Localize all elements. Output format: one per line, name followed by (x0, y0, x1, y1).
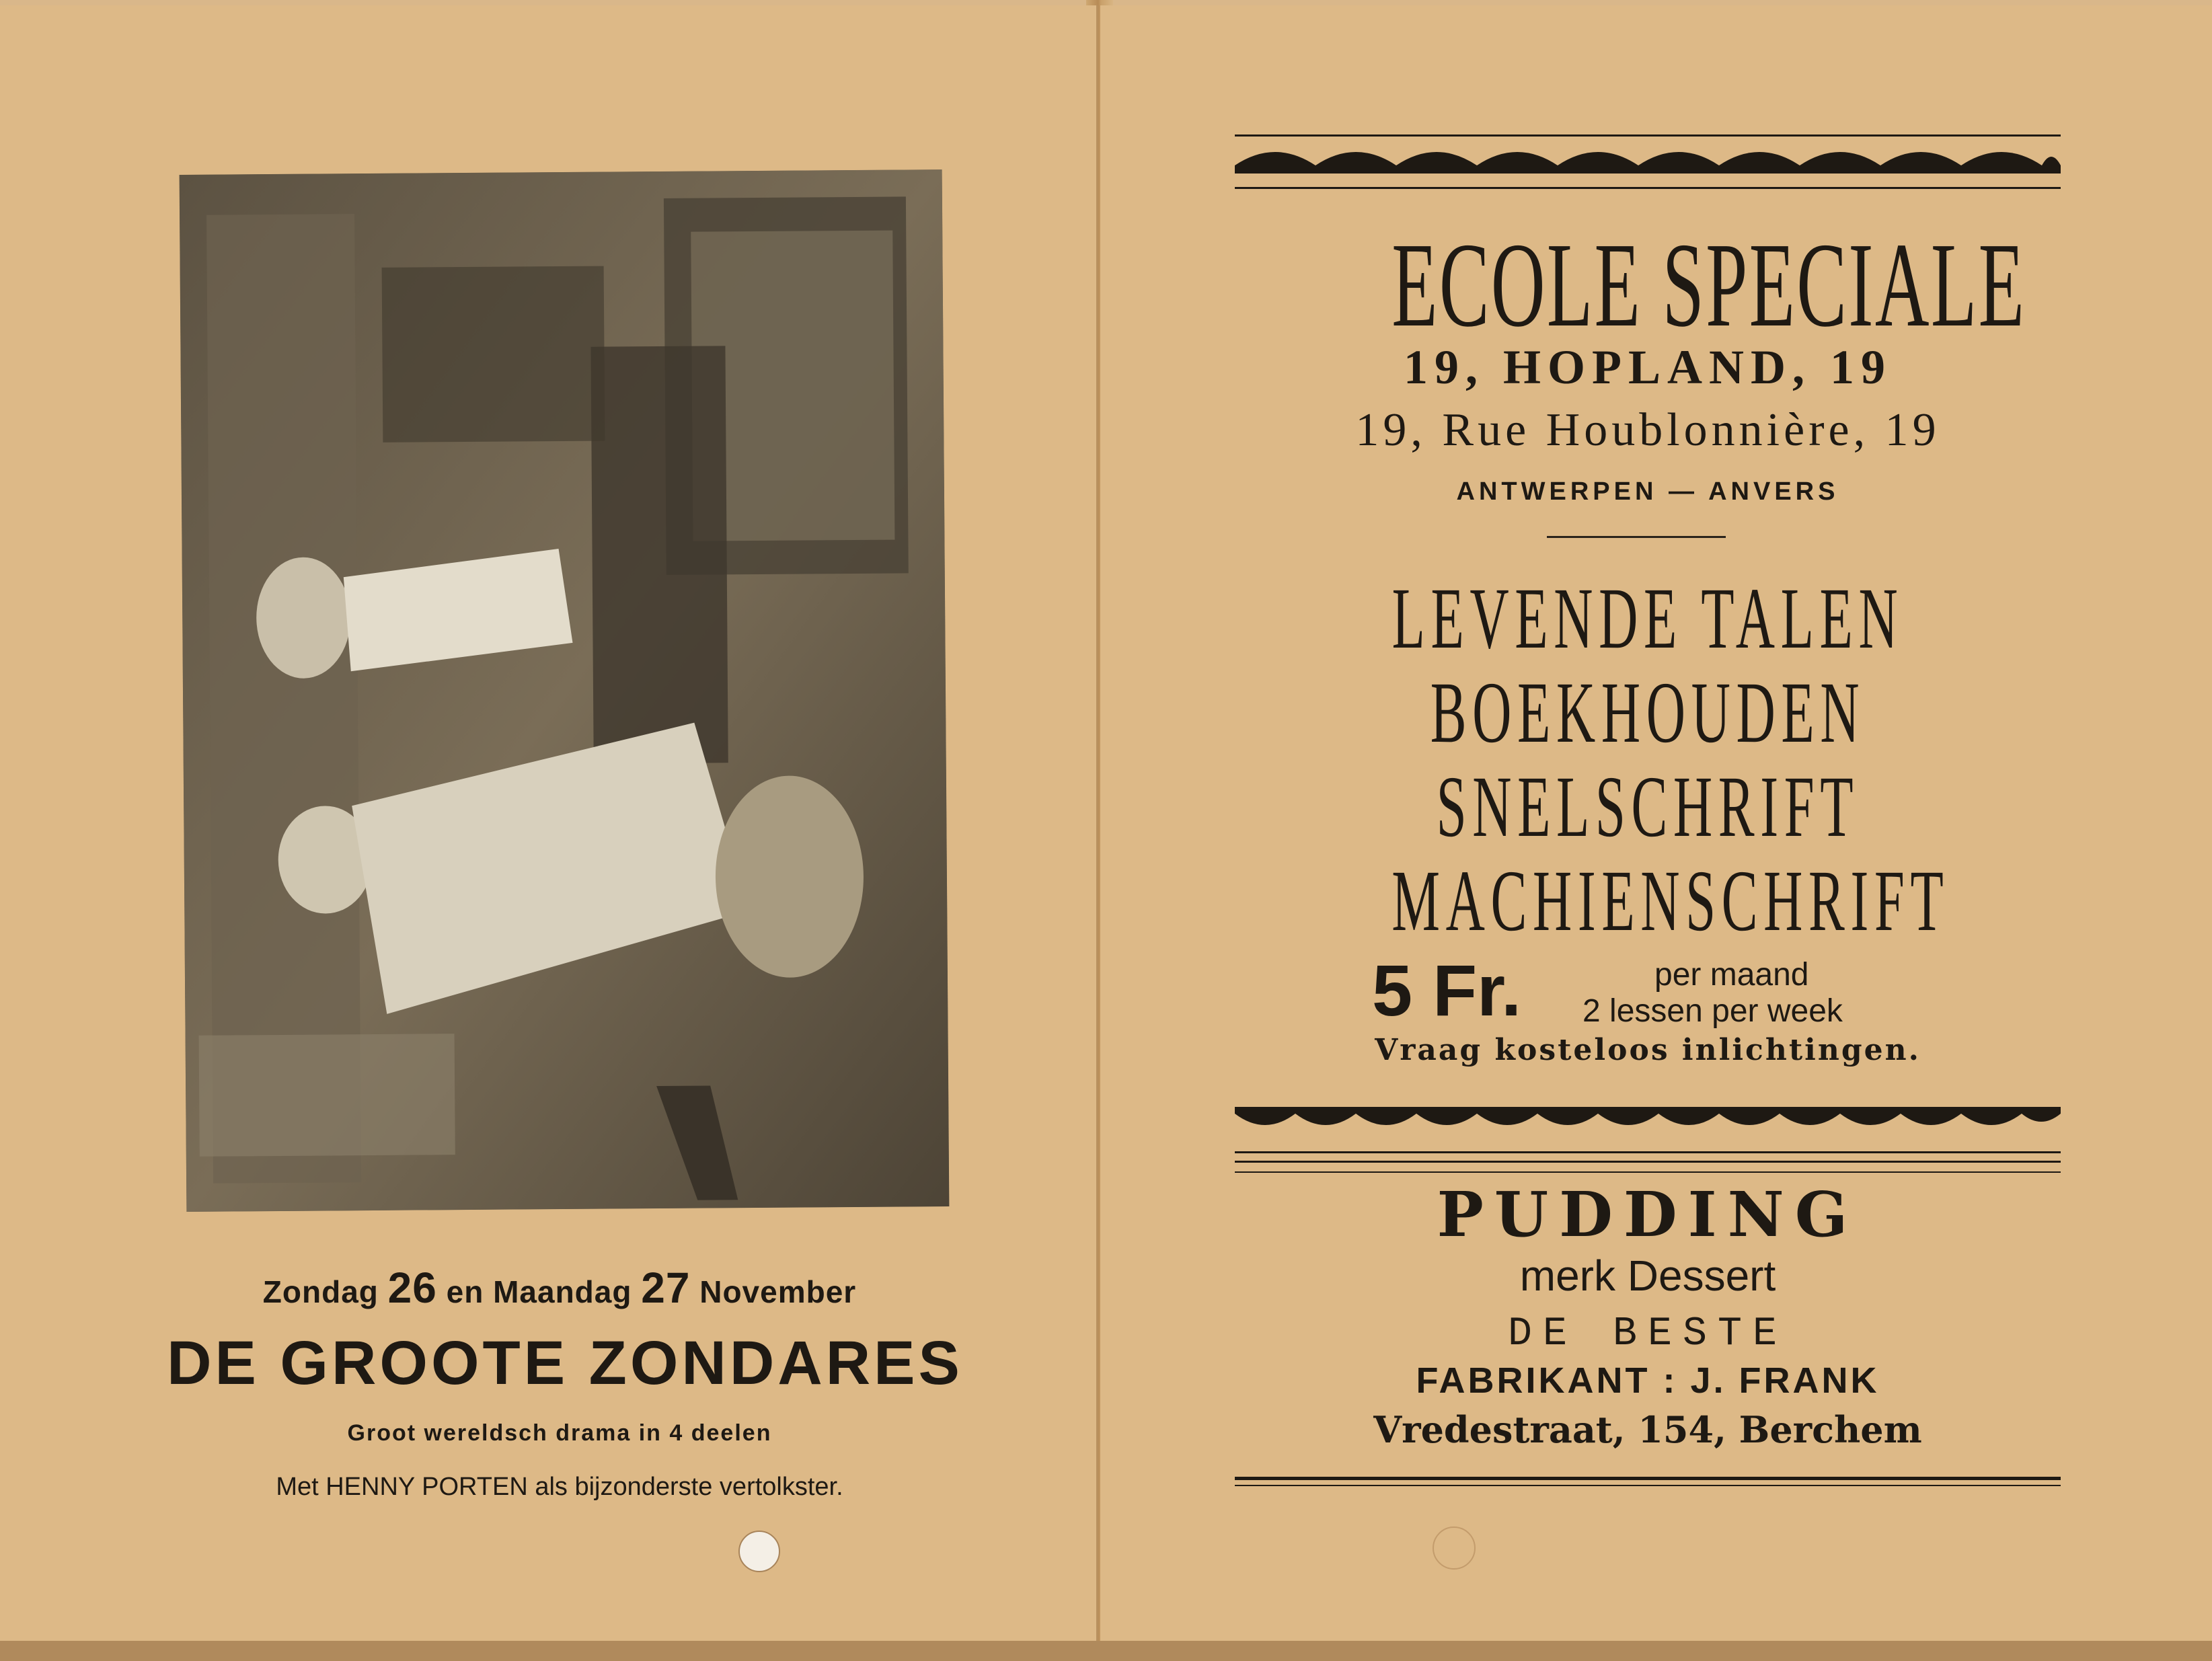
double-rule-bottom (1235, 1161, 2061, 1163)
page-edge (0, 1641, 2212, 1661)
date-two: 27 (641, 1264, 691, 1312)
school-name: ECOLE SPECIALE (1391, 218, 2026, 352)
film-still-photo (180, 169, 950, 1212)
lessons-per-week: 2 lessen per week (1582, 993, 1843, 1029)
thin-rule (1235, 1171, 2061, 1173)
punch-hole-mark (1433, 1527, 1476, 1570)
course-item: BOEKHOUDEN (1430, 664, 1866, 761)
top-ornament-border (1235, 141, 2061, 182)
film-subtitle: Groot wereldsch drama in 4 deelen (347, 1420, 772, 1446)
city: ANTWERPEN — ANVERS (1456, 477, 1839, 506)
ornament-icon (1235, 141, 2061, 182)
product-name: PUDDING (1437, 1178, 1859, 1251)
maker-line: FABRIKANT : J. FRANK (1416, 1360, 1880, 1401)
address-houblonniere: 19, Rue Houblonnière, 19 (1355, 404, 1940, 456)
course-item: MACHIENSCHRIFT (1391, 853, 1950, 950)
film-still-image (180, 169, 950, 1212)
film-cast: Met HENNY PORTEN als bijzonderste vertolkster. (276, 1473, 843, 1501)
ornament-icon (1235, 1103, 2061, 1136)
punch-hole (738, 1531, 780, 1572)
course-item: SNELSCHRIFT (1436, 759, 1860, 855)
top-rule-lower (1235, 187, 2061, 189)
day-one: Zondag (262, 1274, 379, 1309)
address-hopland: 19, HOPLAND, 19 (1404, 340, 1892, 394)
claim-line: DE BESTE (1507, 1311, 1788, 1357)
price-block (1372, 948, 1977, 1029)
street-address: Vredestraat, 154, Berchem (1373, 1408, 1922, 1451)
screening-dates (156, 1263, 963, 1313)
price-per: per maand (1654, 957, 1809, 993)
price: 5 Fr. (1372, 950, 1522, 1031)
brand-line: merk Dessert (1519, 1251, 1776, 1300)
film-title: DE GROOTE ZONDARES (167, 1329, 963, 1397)
double-rule-top (1235, 1151, 2061, 1153)
middle-ornament-border (1235, 1103, 2061, 1136)
month: November (699, 1274, 857, 1309)
bottom-rule-thin (1235, 1485, 2061, 1486)
divider (1547, 536, 1726, 538)
info-line: Vraag kosteloos inlichtingen. (1375, 1033, 1921, 1067)
top-rule (1235, 134, 2061, 137)
course-item: LEVENDE TALEN (1391, 570, 1904, 667)
day-two: Maandag (493, 1274, 632, 1309)
bottom-rule (1235, 1477, 2061, 1480)
date-one: 26 (387, 1264, 437, 1312)
date-conjunction: en (446, 1274, 484, 1309)
